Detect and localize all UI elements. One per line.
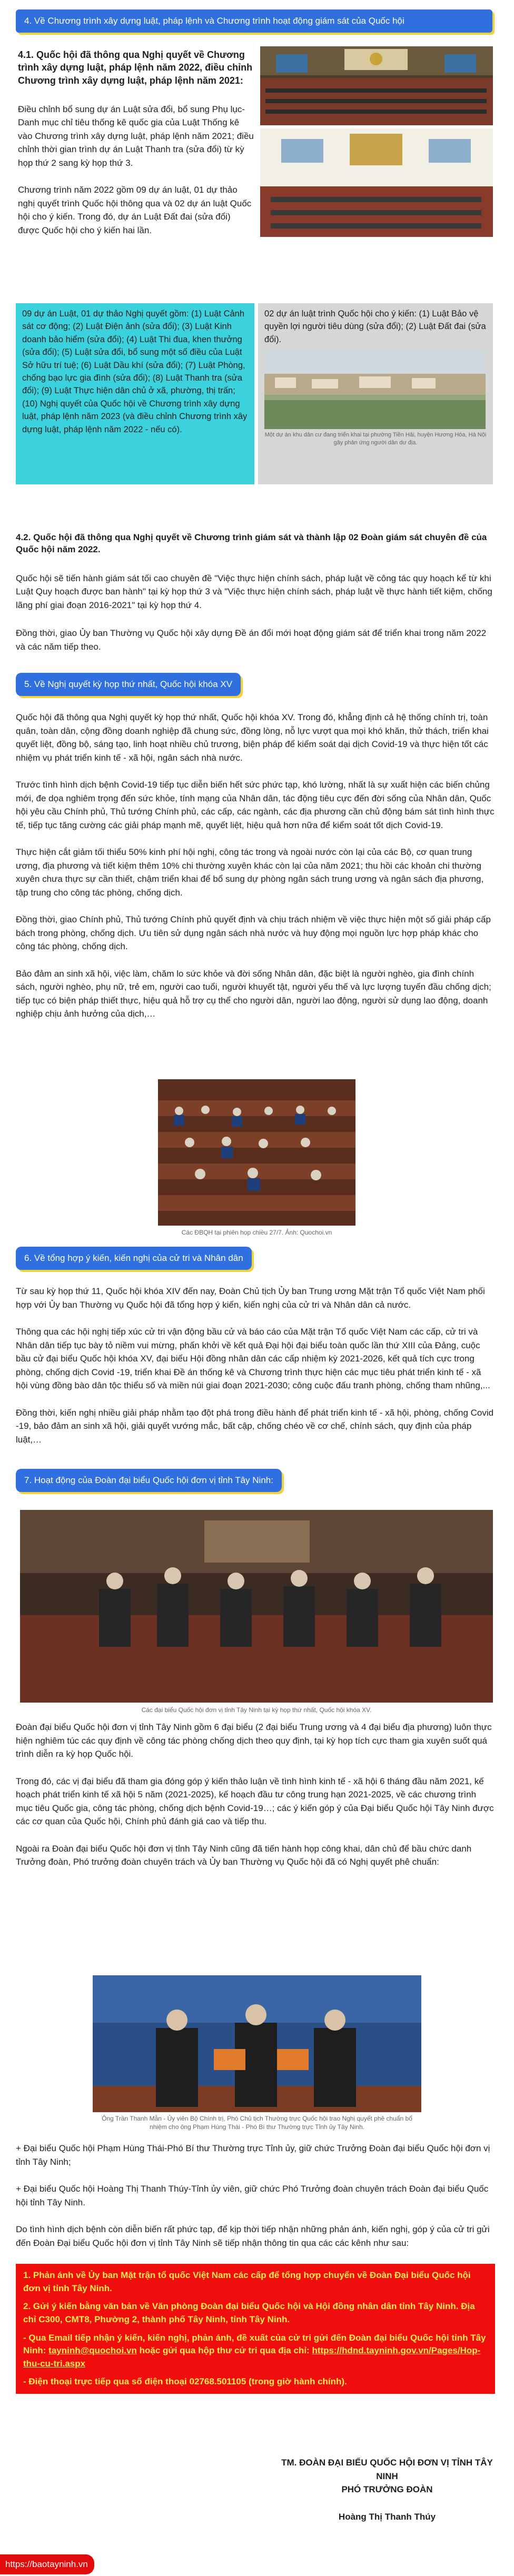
section-7-paragraph-2: Trong đó, các vị đại biểu đã tham gia đóng góp ý kiến thảo luận về tình hình kinh tế - xã hội 6 tháng đầu năm 2021, kế hoạch phát triển kinh tế xã hội 5 năm (2021-2025), kế hoạch đầu tư công trung hạn 2021-2025, về các chương trình mục tiêu Quốc gia, công tác phòng, chống dịch bệnh Covid-19…; các ý kiến góp ý của Đại biểu Quốc hội Tây Ninh được các cơ quan của Quốc hội, Chính phủ đánh giá cao và tiếp thu. — [16, 1776, 494, 1826]
section-7-header: 7. Hoạt động của Đoàn đại biểu Quốc hội đơn vị tỉnh Tây Ninh: — [16, 1469, 282, 1492]
delegates-session-caption: Các ĐBQH tại phiên họp chiều 27/7. Ảnh: Quochoi.vn — [181, 1229, 332, 1236]
section-7-paragraph-1: Đoàn đại biểu Quốc hội đơn vị tỉnh Tây Ninh gồm 6 đại biểu (2 đại biểu Trung ương và 4 đại biểu địa phương) luôn thực hiện nghiêm túc các quy định về công tác phòng chống dịch theo quy định, tại kỳ họp tích cực tham gia xuyên suốt quá trình diễn ra kỳ họp Quốc hội. — [16, 1722, 492, 1759]
contact-item-4: - Điện thoại trực tiếp qua số điện thoại 02768.501105 (trong giờ hành chính). — [23, 2376, 347, 2387]
section-7-text — [16, 1720, 495, 1869]
section-4-2-paragraph-1: Quốc hội sẽ tiến hành giám sát tối cao chuyên đề "Việc thực hiện chính sách, pháp luật về công tác quy hoạch kể từ khi Luật Quy hoạch được ban hành" tại kỳ họp thứ 3 và "Việc thực hiện chính sách, pháp luật về thực hành tiết kiệm, chống lãng phí giai đoạn 2016-2021" tại kỳ họp thứ 4. — [16, 573, 492, 610]
section-7-paragraph-3: Ngoài ra Đoàn đại biểu Quốc hội đơn vị tỉnh Tây Ninh cũng đã tiến hành họp công khai, dân chủ để bầu chức danh Trưởng đoàn, Phó trưởng đoàn chuyên trách và Ủy ban Thường vụ Quốc hội đã có Nghị quyết phê chuẩn: — [16, 1843, 472, 1867]
land-project-caption: Một dự án khu dân cư đang triển khai tại phường Tiền Hải, huyện Hương Hóa, Hà Nội gây phản ứng người dân dư địa. — [264, 432, 487, 446]
section-5-paragraph-3: Thực hiện cắt giảm tối thiểu 50% kinh phí hội nghị, công tác trong và ngoài nước còn lại của các Bộ, cơ quan trung ương, địa phương và tiết kiệm thêm 10% chi thường xuyên khác còn lại của năm 2021; thu hồi các khoản chi thường xuyên chưa thực sự cần thiết, chậm triển khai để bổ sung dự phòng ngân sách trung ương và ngân sách địa phương, tập trung cho công tác phòng, chống dịch. — [16, 847, 484, 898]
section-4-1-paragraph-2: Chương trình năm 2022 gồm 09 dự án luật, 01 dự thảo nghị quyết trình Quốc hội thông qua và 02 dự án luật Quốc hội cho ý kiến. Trong đó, dự án Luật Đất đai (sửa đổi) được Quốc hội cho ý kiến hai lần. — [18, 185, 252, 235]
contact-email-link[interactable]: tayninh@quochoi.vn — [48, 2345, 137, 2356]
contact-email-intro: - Qua Email tiếp nhận ý kiến, kiến nghị, phản ánh, đề xuất của cử tri gửi đến Đoàn đại biểu Quốc hội tỉnh Tây Ninh: — [23, 2332, 486, 2356]
bills-for-comment-box — [258, 303, 493, 484]
contact-item-1: 1. Phản ánh về Ủy ban Mặt trận tổ quốc Việt Nam các cấp để tổng hợp chuyển về Đoàn Đại biểu Quốc hội đơn vị tỉnh Tây Ninh. — [23, 2270, 471, 2293]
contact-item-3 — [23, 2332, 488, 2371]
section-6-header: 6. Về tổng hợp ý kiến, kiến nghị của cử tri và Nhân dân — [16, 1247, 252, 1270]
source-link[interactable]: https://baotayninh.vn — [0, 2554, 94, 2574]
section-5-paragraph-5: Bảo đảm an sinh xã hội, việc làm, chăm lo sức khỏe và đời sống Nhân dân, đặc biệt là người nghèo, gia đình chính sách, người nghèo, phụ nữ, trẻ em, người cao tuổi, người khuyết tật, người yếu thế và lực lượng tuyến đầu chống dịch; tiếp tục có biện pháp thiết thực, hiệu quả hỗ trợ cụ thể cho người dân, người lao động, người sử dụng lao động, doanh nghiệp chịu ảnh hưởng của dịch,… — [16, 968, 491, 1019]
section-5-paragraph-2: Trước tình hình dịch bệnh Covid-19 tiếp tục diễn biến hết sức phức tạp, khó lường, nhất là sự xuất hiện các biến chủng mới, đe dọa nghiêm trọng đến sức khỏe, tính mạng của Nhân dân, tác động tiêu cực đến đời sống của Nhân dân, Quốc hội yêu cầu Chính phủ, Thủ tướng Chính phủ, các cấp, các ngành, các địa phương cần chủ động bám sát tình hình thực tế, tiếp tục tăng cường các giải pháp mạnh mẽ, quyết liệt, hiệu quả hơn nữa để kiểm soát tốt dịch Covid-19. — [16, 780, 495, 830]
section-5-paragraph-4: Đồng thời, giao Chính phủ, Thủ tướng Chính phủ quyết định và chịu trách nhiệm về việc thực hiện một số giải pháp cấp bách trong phòng, chống dịch. Ưu tiên sử dụng ngân sách nhà nước và huy động mọi nguồn lực hợp pháp khác cho công tác phòng, chống dịch. — [16, 914, 491, 951]
section-4-1-paragraph-1: Điều chỉnh bổ sung dự án Luật sửa đổi, bổ sung Phụ lục-Danh mục chỉ tiêu thống kê quốc gia của Luật Thống kê vào Chương trình xây dựng luật, pháp lệnh năm 2021; điều chỉnh thời gian trình dự án Luật Thanh tra (sửa đổi) từ kỳ họp thứ 2 sang kỳ họp thứ 3. — [18, 104, 254, 168]
section-6-paragraph-1: Từ sau kỳ họp thứ 11, Quốc hội khóa XIV đến nay, Đoàn Chủ tịch Ủy ban Trung ương Mặt trận Tổ quốc Việt Nam phối hợp với Ủy ban Thường vụ Quốc hội đã tổng hợp ý kiến, kiến nghị của cử tri và Nhân dân cả nước. — [16, 1286, 485, 1310]
delegates-session-photo — [158, 1079, 355, 1226]
section-6-paragraph-2: Thông qua các hội nghị tiếp xúc cử tri vận động bầu cử và báo cáo của Mặt trận Tổ quốc Việt Nam các cấp, cử tri và Nhân dân tiếp tục bày tỏ niềm vui mừng, phấn khởi về kết quả Đại hội đại biểu toàn quốc lần thứ XIII của Đảng, cuộc bầu cử đại biểu Quốc hội khóa XV, đại biểu Hội đồng nhân dân các cấp nhiệm kỳ 2021-2026, kết quả tích cực trong phòng, chống dịch Covid -19, triển khai Đề án thống kê và Chương trình thực hiện các mục tiêu phát triển kinh tế - xã hội vùng đồng bào dân tộc thiểu số và miền núi giai đoạn 2021-2030; công cuộc đấu tranh phòng, chống tham nhũng,... — [16, 1327, 490, 1390]
contact-item-2: 2. Gửi ý kiến bằng văn bản về Văn phòng Đoàn đại biểu Quốc hội và Hội đồng nhân dân tỉnh Tây Ninh. Địa chỉ C300, CMT8, Phường 2, thành phố Tây Ninh, tỉnh Tây Ninh. — [23, 2301, 475, 2324]
signature-org-line-2: PHÓ TRƯỞNG ĐOÀN — [341, 2484, 433, 2494]
section-4-1-column — [18, 48, 254, 237]
tay-ninh-delegation-caption: Các đại biểu Quốc hội đơn vị tỉnh Tây Ninh tại kỳ họp thứ nhất, Quốc hội khóa XV. — [141, 1706, 372, 1714]
tay-ninh-delegation-photo — [20, 1510, 493, 1703]
contact-channels-intro: Do tình hình dịch bệnh còn diễn biến rất phức tạp, để kịp thời tiếp nhận những phản ánh, kiến nghị, góp ý của cử tri gửi đến Đoàn Đại biểu Quốc hội đơn vị tỉnh Tây Ninh sẽ tiếp nhận thông tin qua các các kênh như sau: — [16, 2224, 490, 2248]
section-5-paragraph-1: Quốc hội đã thông qua Nghị quyết kỳ họp thứ nhất, Quốc hội khóa XV. Trong đó, khẳng định cả hệ thống chính trị, toàn quân, toàn dân, cộng đồng doanh nghiệp đã chung sức, đồng lòng, nỗ lực vượt qua mọi khó khăn, thử thách, triển khai quyết liệt, đồng bộ, sáng tạo, linh hoạt nhiều chủ trương, biện pháp để kiểm soát dại dịch Covid-19 và thực hiện tốt các nhiệm vụ phát triển kinh tế - xã hội, ngân sách nhà nước. — [16, 712, 489, 763]
section-7-appointments — [16, 2142, 495, 2250]
bills-for-comment-text: 02 dự án luật trình Quốc hội cho ý kiến: (1) Luật Bảo vệ quyền lợi người tiêu dùng (sửa đổi); (2) Luật Đất đai (sửa đổi). — [264, 309, 486, 344]
appointment-deputy-head: + Đại biểu Quốc hội Hoàng Thị Thanh Thúy-Tỉnh ủy viên, giữ chức Phó Trưởng đoàn chuyên trách Đoàn đại biểu Quốc hội tỉnh Tây Ninh. — [16, 2184, 489, 2207]
section-4-header: 4. Về Chương trình xây dựng luật, pháp lệnh và Chương trình hoạt động giám sát của Quốc hội — [16, 9, 492, 33]
assembly-hall-photo-1 — [260, 46, 493, 125]
section-5-text — [16, 711, 495, 1021]
assembly-hall-photo-2 — [260, 128, 493, 237]
bills-to-pass-box: 09 dự án Luật, 01 dự thảo Nghị quyết gồm: (1) Luật Cảnh sát cơ động; (2) Luật Điện ảnh (sửa đổi); (3) Luật Kinh doanh bảo hiểm (sửa đổi); (4) Luật Thi đua, khen thưởng (sửa đổi); (5) Luật sửa đổi, bổ sung một số điều của Luật Sở hữu trí tuệ; (6) Luật Dầu khí (sửa đổi); (7) Luật Phòng, chống bạo lực gia đình (sửa đổi); (8) Luật Thanh tra (sửa đổi); (9) Luật Thực hiện dân chủ ở xã, phường, thị trấn; (10) Nghị quyết của Quốc hội về Chương trình xây dựng luật, pháp lệnh năm 2023 (và điều chỉnh Chương trình xây dựng luật, pháp lệnh năm 2022 - nếu có). — [16, 303, 254, 484]
section-4-2-paragraph-2: Đồng thời, giao Ủy ban Thường vụ Quốc hội xây dựng Đề án đổi mới hoạt động giám sát để triển khai trong năm 2022 và các năm tiếp theo. — [16, 628, 487, 652]
signature-org-line-1: TM. ĐOÀN ĐẠI BIỂU QUỐC HỘI ĐƠN VỊ TỈNH TÂY NINH — [281, 2458, 493, 2481]
contact-mailbox-intro: hoặc gửi qua hộp thư cử tri qua địa chỉ: — [139, 2345, 310, 2356]
appointment-ceremony-caption: Ông Trần Thanh Mẫn - Ủy viên Bộ Chính trị, Phó Chủ tịch Thường trực Quốc hội trao Nghị quyết phê chuẩn bổ nhiệm cho ông Phạm Hùng Thái - Phó Bí thư Thường trực Tỉnh ủy Tây Ninh. — [102, 2115, 412, 2131]
appointment-head-of-delegation: + Đại biểu Quốc hội Phạm Hùng Thái-Phó Bí thư Thường trực Tỉnh ủy, giữ chức Trưởng Đoàn đại biểu Quốc hội đơn vị tỉnh Tây Ninh; — [16, 2143, 490, 2167]
land-project-photo — [264, 350, 486, 429]
contact-channels-box — [16, 2264, 495, 2394]
section-6-paragraph-3: Đồng thời, kiến nghị nhiều giải pháp nhằm tạo đột phá trong điều hành để phát triển kinh tế - xã hội, phòng, chống Covid -19, bảo đảm an sinh xã hội, giải quyết vướng mắc, bất cập, chống chéo về cơ chế, chính sách, quy định của pháp luật,… — [16, 1407, 494, 1445]
appointment-ceremony-photo — [93, 1975, 421, 2112]
section-4-2-title: 4.2. Quốc hội đã thông qua Nghị quyết về Chương trình giám sát và thành lập 02 Đoàn giám sát chuyên đề của Quốc hội năm 2022. — [16, 532, 487, 554]
signature-block — [274, 2456, 500, 2523]
signature-name: Hoàng Thị Thanh Thúy — [338, 2511, 436, 2522]
section-4-1-title: 4.1. Quốc hội đã thông qua Nghị quyết về Chương trình xây dựng luật, pháp lệnh năm 2022, điều chỉnh Chương trình xây dựng luật, pháp lệnh năm 2021: — [18, 49, 253, 86]
section-4-2-block — [16, 532, 495, 653]
contact-mailbox-link[interactable]: https://hdnd.tayninh.gov.vn/Pages/Hop-thu-cu-tri.aspx — [23, 2345, 481, 2369]
section-5-header: 5. Về Nghị quyết kỳ họp thứ nhất, Quốc hội khóa XV — [16, 673, 241, 696]
section-6-text — [16, 1285, 495, 1446]
